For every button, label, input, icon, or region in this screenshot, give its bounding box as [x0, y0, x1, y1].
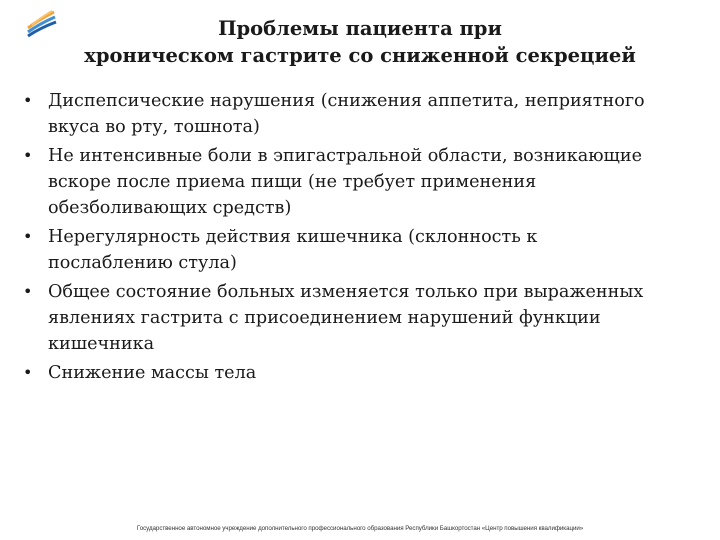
list-item-text: Не интенсивные боли в эпигастральной области, возникающие — [48, 146, 643, 166]
bullet-icon: • — [23, 91, 33, 110]
bullet-icon: • — [23, 227, 33, 246]
list-item-text: кишечника — [48, 334, 155, 354]
list-item-text: обезболивающих средств) — [48, 198, 292, 218]
page-title — [40, 15, 680, 69]
title-line: Проблемы пациента при — [218, 17, 502, 40]
bullet-icon: • — [23, 146, 33, 165]
list-item — [20, 360, 710, 386]
list-item-text: явлениях гастрита с присоединением нарушений функции — [48, 308, 601, 328]
list-item — [20, 88, 710, 140]
title-line: хроническом гастрите со сниженной секрецией — [84, 44, 636, 67]
list-item-text: послаблению стула) — [48, 253, 237, 273]
list-item — [20, 143, 710, 221]
list-item — [20, 224, 710, 276]
bullet-icon: • — [23, 282, 33, 301]
list-item-text: вскоре после приема пищи (не требует применения — [48, 172, 537, 192]
bullet-icon: • — [23, 363, 33, 382]
list-item-text: Нерегулярность действия кишечника (склонность к — [48, 227, 538, 247]
list-item-text: вкуса во рту, тошнота) — [48, 117, 260, 137]
bullet-list — [20, 88, 710, 389]
list-item-text: Снижение массы тела — [48, 363, 257, 383]
footer-text: Государственное автономное учреждение дополнительного профессионального образования Республики Башкортостан «Центр повышения квалификации» — [136, 525, 584, 532]
list-item-text: Диспепсические нарушения (снижения аппетита, неприятного — [48, 91, 645, 111]
list-item — [20, 279, 710, 357]
list-item-text: Общее состояние больных изменяется только при выраженных — [48, 282, 644, 302]
